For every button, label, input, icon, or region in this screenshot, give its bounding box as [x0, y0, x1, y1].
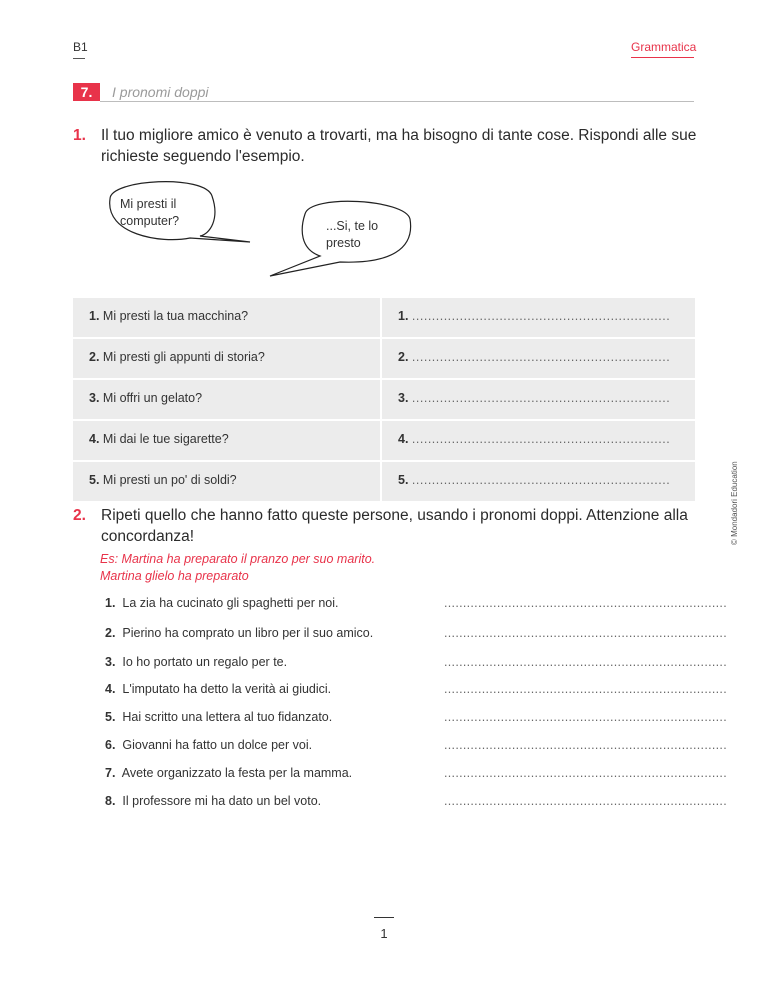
- sentence-text: La zia ha cucinato gli spaghetti per noi.: [122, 596, 339, 610]
- bubble-question-text: Mi presti il computer?: [120, 197, 180, 228]
- sentence-item: [105, 655, 287, 669]
- table-row: [73, 421, 695, 460]
- answer-number: 1.: [398, 309, 409, 323]
- question-cell: [73, 462, 380, 501]
- table-row: [73, 380, 695, 419]
- question-number: 2.: [89, 350, 100, 364]
- sentence-number: 2.: [105, 626, 116, 640]
- example-line-1: Es: Martina ha preparato il pranzo per suo marito.: [100, 552, 376, 566]
- question-text: Mi dai le tue sigarette?: [102, 432, 229, 446]
- answer-blank[interactable]: ...........................................................................: [444, 596, 727, 610]
- question-cell: [73, 380, 380, 419]
- unit-title: I pronomi doppi: [112, 84, 209, 100]
- exercise-2-heading: [73, 505, 703, 545]
- sentence-text: Giovanni ha fatto un dolce per voi.: [122, 738, 313, 752]
- question-cell: [73, 298, 380, 337]
- answer-number: 4.: [398, 432, 409, 446]
- question-number: 3.: [89, 391, 100, 405]
- sentence-item: [105, 794, 321, 808]
- sentence-item: [105, 710, 332, 724]
- sentence-item: [105, 738, 312, 752]
- sentence-text: Il professore mi ha dato un bel voto.: [122, 794, 322, 808]
- sentence-number: 8.: [105, 794, 116, 808]
- sentence-text: Hai scritto una lettera al tuo fidanzato.: [122, 710, 333, 724]
- answer-blank[interactable]: .................................................................: [411, 309, 671, 323]
- table-row: [73, 339, 695, 378]
- sentence-number: 4.: [105, 682, 116, 696]
- table-row: [73, 298, 695, 337]
- sentence-number: 6.: [105, 738, 116, 752]
- exercise-1-heading: [73, 125, 703, 165]
- sentence-text: Pierino ha comprato un libro per il suo amico.: [122, 626, 374, 640]
- sentence-item: [105, 596, 339, 610]
- question-text: Mi presti la tua macchina?: [102, 309, 249, 323]
- question-number: 5.: [89, 473, 100, 487]
- question-cell: [73, 339, 380, 378]
- example-line-2: Martina glielo ha preparato: [100, 569, 249, 583]
- exercise-2-number: 2.: [73, 507, 86, 524]
- unit-number-badge: 7.: [73, 83, 100, 101]
- answer-blank[interactable]: ...........................................................................: [444, 626, 727, 640]
- question-number: 4.: [89, 432, 100, 446]
- page-number-rule: [374, 917, 394, 918]
- publisher-credit: © Mondadori Education: [730, 461, 739, 545]
- answer-cell[interactable]: [382, 298, 695, 337]
- answer-blank[interactable]: ...........................................................................: [444, 738, 727, 752]
- answer-blank[interactable]: .................................................................: [411, 391, 671, 405]
- question-cell: [73, 421, 380, 460]
- page-number: 1: [380, 926, 388, 941]
- answer-cell[interactable]: [382, 339, 695, 378]
- exercise-2-example: [100, 551, 375, 585]
- bubble-answer-text: ...Si, te lo presto: [326, 219, 379, 250]
- unit-title-rule: [100, 101, 694, 102]
- question-text: Mi offri un gelato?: [102, 391, 203, 405]
- level-underline: [73, 58, 85, 59]
- question-number: 1.: [89, 309, 100, 323]
- answer-blank[interactable]: ...........................................................................: [444, 794, 727, 808]
- question-text: Mi presti un po' di soldi?: [102, 473, 237, 487]
- answer-blank[interactable]: ...........................................................................: [444, 682, 727, 696]
- answer-blank[interactable]: .................................................................: [411, 432, 671, 446]
- question-text: Mi presti gli appunti di storia?: [102, 350, 265, 364]
- exercise-1-instruction: Il tuo migliore amico è venuto a trovarti, ma ha bisogno di tante cose. Rispondi alle sue richieste seguendo l'esempio.: [101, 127, 697, 165]
- answer-blank[interactable]: .................................................................: [411, 473, 671, 487]
- sentence-number: 1.: [105, 596, 116, 610]
- answer-blank[interactable]: ...........................................................................: [444, 710, 727, 724]
- answer-cell[interactable]: [382, 380, 695, 419]
- subject-underline: [631, 57, 694, 58]
- exercise-2-instruction: Ripeti quello che hanno fatto queste persone, usando i pronomi doppi. Attenzione alla concordanza!: [101, 507, 688, 545]
- answer-number: 2.: [398, 350, 409, 364]
- answer-blank[interactable]: ...........................................................................: [444, 655, 727, 669]
- answer-number: 5.: [398, 473, 409, 487]
- sentence-item: [105, 626, 373, 640]
- sentence-text: Io ho portato un regalo per te.: [122, 655, 288, 669]
- sentence-number: 5.: [105, 710, 116, 724]
- sentence-text: L'imputato ha detto la verità ai giudici.: [122, 682, 332, 696]
- sentence-item: [105, 766, 352, 780]
- answer-cell[interactable]: [382, 421, 695, 460]
- answer-blank[interactable]: ...........................................................................: [444, 766, 727, 780]
- answer-blank[interactable]: .................................................................: [411, 350, 671, 364]
- answer-cell[interactable]: [382, 462, 695, 501]
- answer-number: 3.: [398, 391, 409, 405]
- sentence-number: 3.: [105, 655, 116, 669]
- table-row: [73, 462, 695, 501]
- subject-label: Grammatica: [631, 40, 697, 54]
- exercise-1-number: 1.: [73, 127, 86, 144]
- sentence-text: Avete organizzato la festa per la mamma.: [121, 766, 353, 780]
- sentence-number: 7.: [105, 766, 116, 780]
- sentence-item: [105, 682, 331, 696]
- level-label: B1: [73, 40, 88, 54]
